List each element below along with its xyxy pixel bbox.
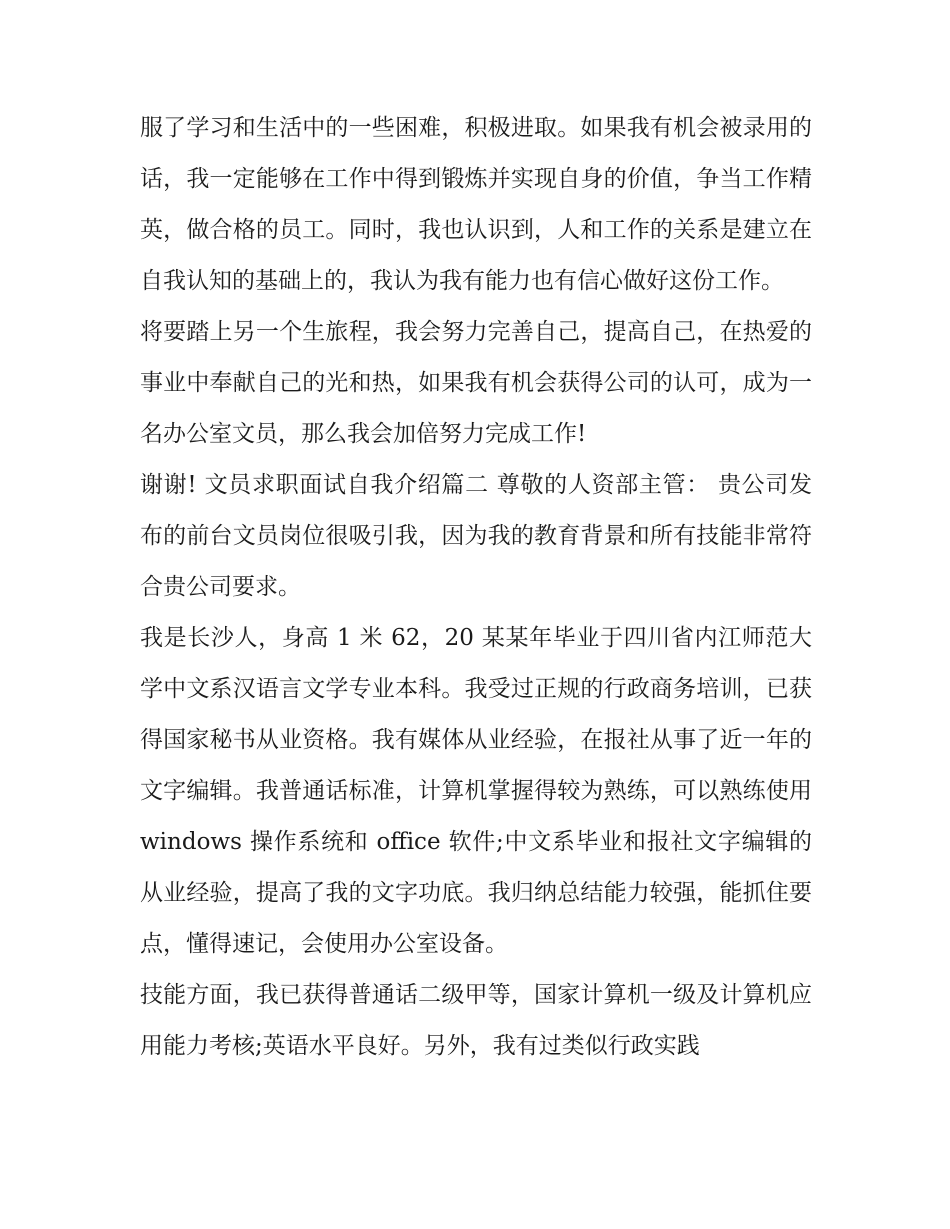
paragraph-2: 将要踏上另一个生旅程，我会努力完善自己，提高自己，在热爱的事业中奉献自己的光和热，如果我有机会获得公司的认可，成为一名办公室文员，那么我会加倍努力完成工作! bbox=[140, 319, 812, 447]
paragraph-3: 谢谢! 文员求职面试自我介绍篇二 尊敬的人资部主管： 贵公司发布的前台文员岗位很吸引我，因为我的教育背景和所有技能非常符合贵公司要求。 bbox=[140, 472, 812, 600]
paragraph-4: 我是长沙人，身高 1 米 62，20 某某年毕业于四川省内江师范大学中文系汉语言文学专业本科。我受过正规的行政商务培训，已获得国家秘书从业资格。我有媒体从业经验，在报社从事了近一年的文字编辑。我普通话标准，计算机掌握得较为熟练，可以熟练使用 windows 操作系统和 office 软件;中文系毕业和报社文字编辑的从业经验，提高了我的文字功底。我归纳总结能力较强，能抓住要点，懂得速记，会使用办公室设备。 bbox=[140, 625, 812, 957]
document-body bbox=[140, 103, 812, 1072]
paragraph-5: 技能方面，我已获得普通话二级甲等，国家计算机一级及计算机应用能力考核;英语水平良好。另外，我有过类似行政实践 bbox=[140, 982, 812, 1059]
paragraph-1: 服了学习和生活中的一些困难，积极进取。如果我有机会被录用的话，我一定能够在工作中得到锻炼并实现自身的价值，争当工作精英，做合格的员工。同时，我也认识到，人和工作的关系是建立在自我认知的基础上的，我认为我有能力也有信心做好这份工作。 bbox=[140, 115, 812, 294]
